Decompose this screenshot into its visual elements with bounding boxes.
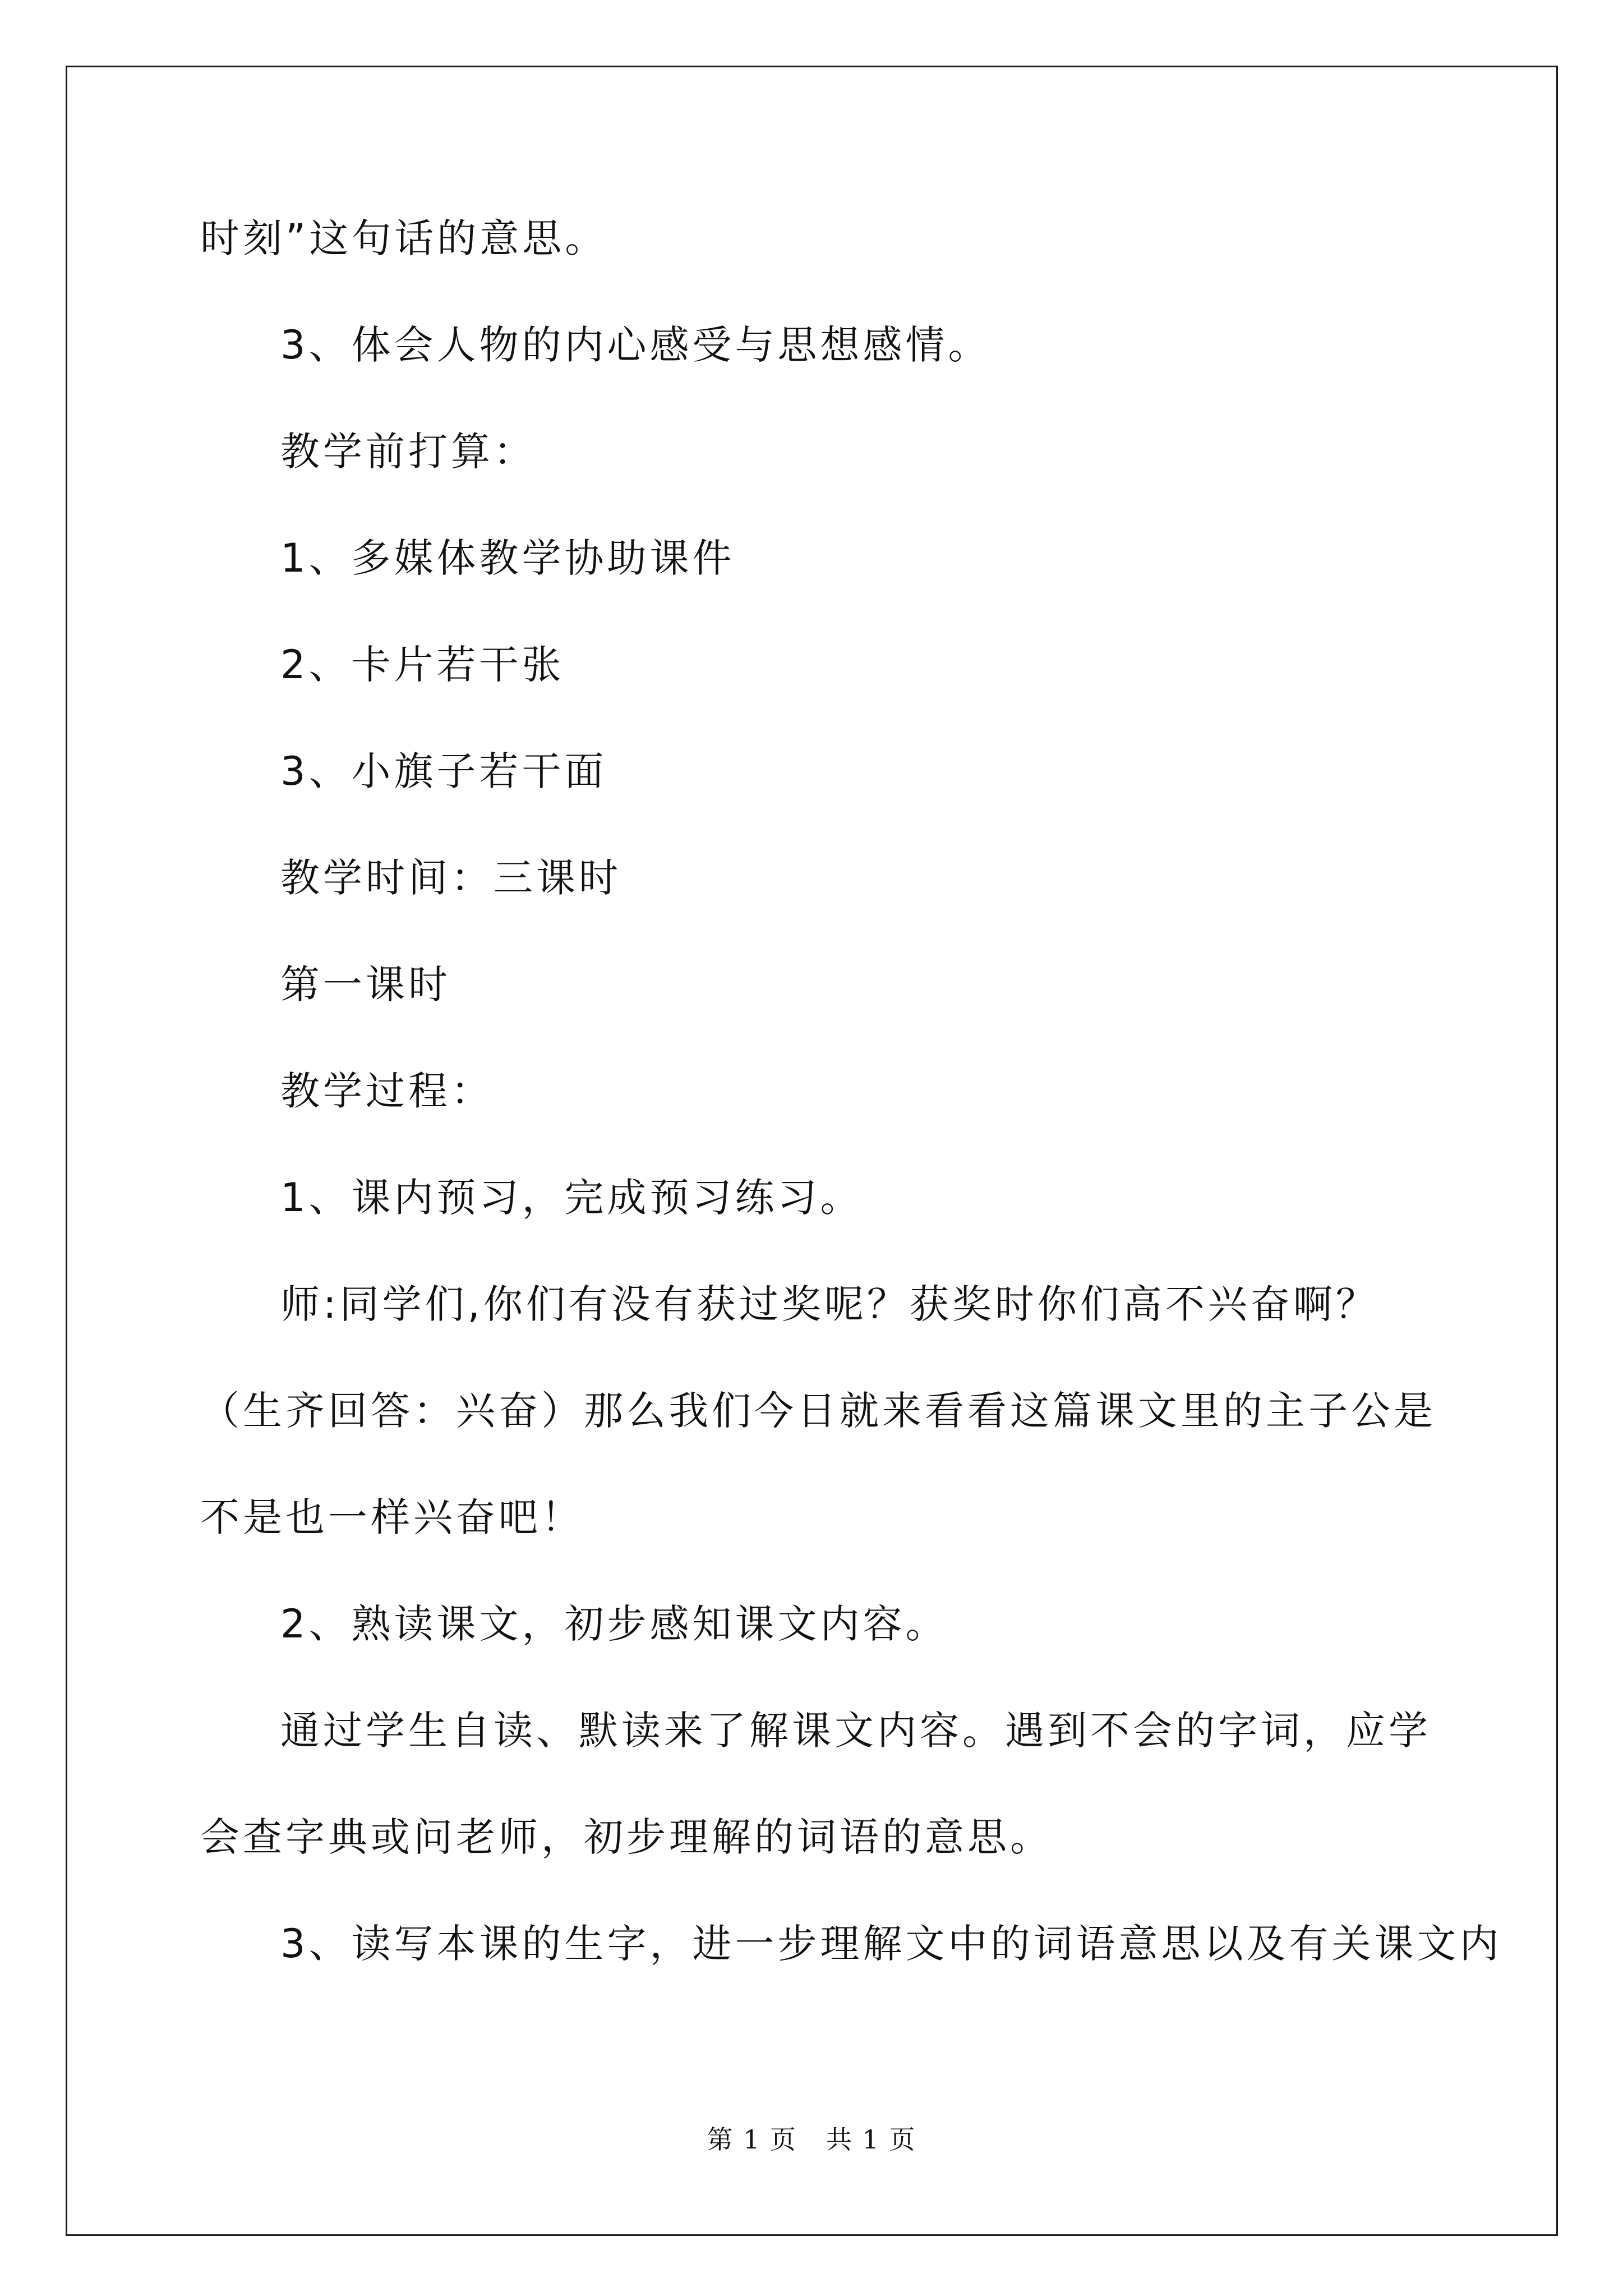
document-body xyxy=(200,185,1502,1997)
paragraph: 教学前打算： xyxy=(280,429,536,475)
paragraph: 3、体会人物的内心感受与思想感情。 xyxy=(280,322,991,368)
paragraph: 时刻”这句话的意思。 xyxy=(200,215,608,261)
paragraph: 3、小旗子若干面 xyxy=(280,748,607,794)
paragraph: 3、读写本课的生字，进一步理解文中的词语意思以及有关课文内 xyxy=(280,1921,1502,1967)
paragraph: 师:同学们,你们有没有获过奖呢？获奖时你们高不兴奋啊？（生齐回答：兴奋）那么我们今日就来看看这篇课文里的主子公是不是也一样兴奋吧！ xyxy=(200,1281,1436,1540)
paragraph: 教学时间：三课时 xyxy=(280,855,621,901)
paragraph: 1、课内预习，完成预习练习。 xyxy=(280,1175,863,1221)
paragraph: 通过学生自读、默读来了解课文内容。遇到不会的字词，应学会查字典或问老师，初步理解的词语的意思。 xyxy=(200,1708,1431,1860)
page-footer xyxy=(0,2119,1623,2156)
section-heading: 第一课时 xyxy=(280,961,451,1007)
paragraph: 教学过程： xyxy=(280,1068,494,1114)
paragraph: 2、熟读课文，初步感知课文内容。 xyxy=(280,1601,948,1647)
paragraph: 2、卡片若干张 xyxy=(280,642,565,688)
page-number: 第 1 页 xyxy=(707,2124,797,2155)
page-total: 共 1 页 xyxy=(826,2124,916,2155)
paragraph: 1、多媒体教学协助课件 xyxy=(280,535,735,581)
